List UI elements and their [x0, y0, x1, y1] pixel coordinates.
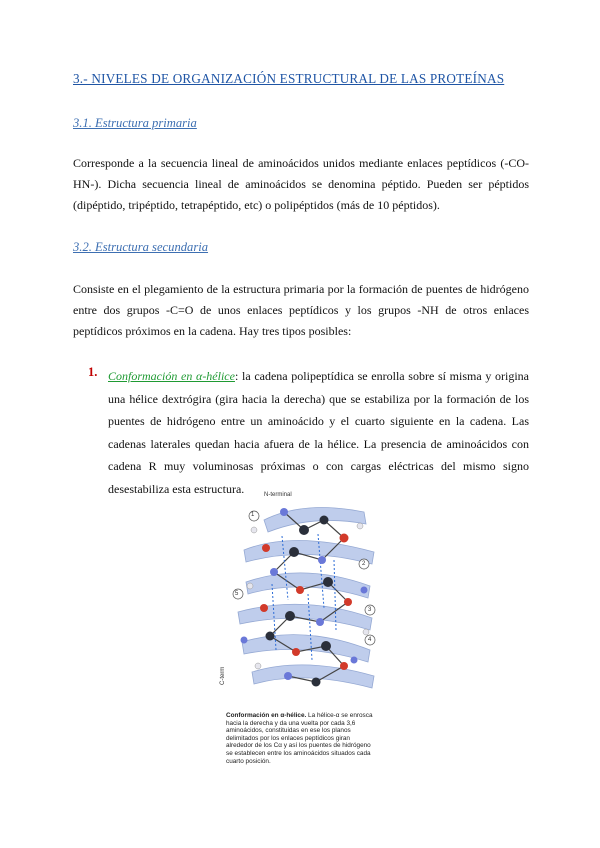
- alpha-helix-term-link[interactable]: Conformación en α-hélice: [108, 369, 235, 383]
- marker-3: 3: [368, 607, 372, 613]
- section-1-body: Corresponde a la secuencia lineal de aminoácidos unidos mediante enlaces peptídicos (-CO-HN-). Dicha secuencia lineal de aminoácidos se denomina péptido. Pueden ser péptidos (dipéptido, tripéptido, tetrapéptido, etc) o polipéptidos (más de 10 péptidos).: [73, 156, 529, 212]
- marker-4: 4: [368, 637, 372, 643]
- caption-title: Conformación en α-hélice.: [226, 712, 307, 719]
- n-terminal-label: N-terminal: [264, 492, 292, 498]
- figure-caption: [226, 712, 376, 765]
- marker-5: 5: [235, 591, 239, 597]
- marker-1: 1: [251, 512, 255, 518]
- main-heading: 3.- NIVELES DE ORGANIZACIÓN ESTRUCTURAL DE LAS PROTEÍNAS: [73, 71, 505, 86]
- list-text: [108, 365, 529, 500]
- c-terminal-label: C-term: [220, 666, 226, 685]
- marker-2: 2: [362, 561, 366, 567]
- section-1-title: 3.1. Estructura primaria: [73, 116, 197, 130]
- section-2-title: 3.2. Estructura secundaria: [73, 240, 209, 254]
- section-2-body: Consiste en el plegamiento de la estructura primaria por la formación de puentes de hidrógeno entre dos grupos -C=O de unos enlaces peptídicos y los grupos -NH de otros enlaces peptídicos próximos en la cadena. Hay tres tipos posibles:: [73, 282, 529, 338]
- list-number: 1.: [88, 365, 98, 379]
- caption-text: La hélice-α se enrosca hacia la derecha y da una vuelta por cada 3,6 aminoácidos, constituidas en ese los planos delimitados por los enlaces peptídicos giran alrededor de los Cα y así los puentes de hidrógeno se establecen entre los aminoácidos situados cada cuarto posición.: [226, 712, 373, 765]
- alpha-helix-description: : la cadena polipeptídica se enrolla sobre sí misma y origina una hélice dextrógira (gira hacia la derecha) que se estabiliza por la formación de los puentes de hidrógeno entre un aminoácido y el cuarto siguiente en la cadena. Las cadenas laterales quedan hacia afuera de la hélice. La presencia de aminoácidos con cadena R muy voluminosas próximas o con cargas eléctricas del mismo signo desestabiliza esta estructura.: [108, 369, 529, 496]
